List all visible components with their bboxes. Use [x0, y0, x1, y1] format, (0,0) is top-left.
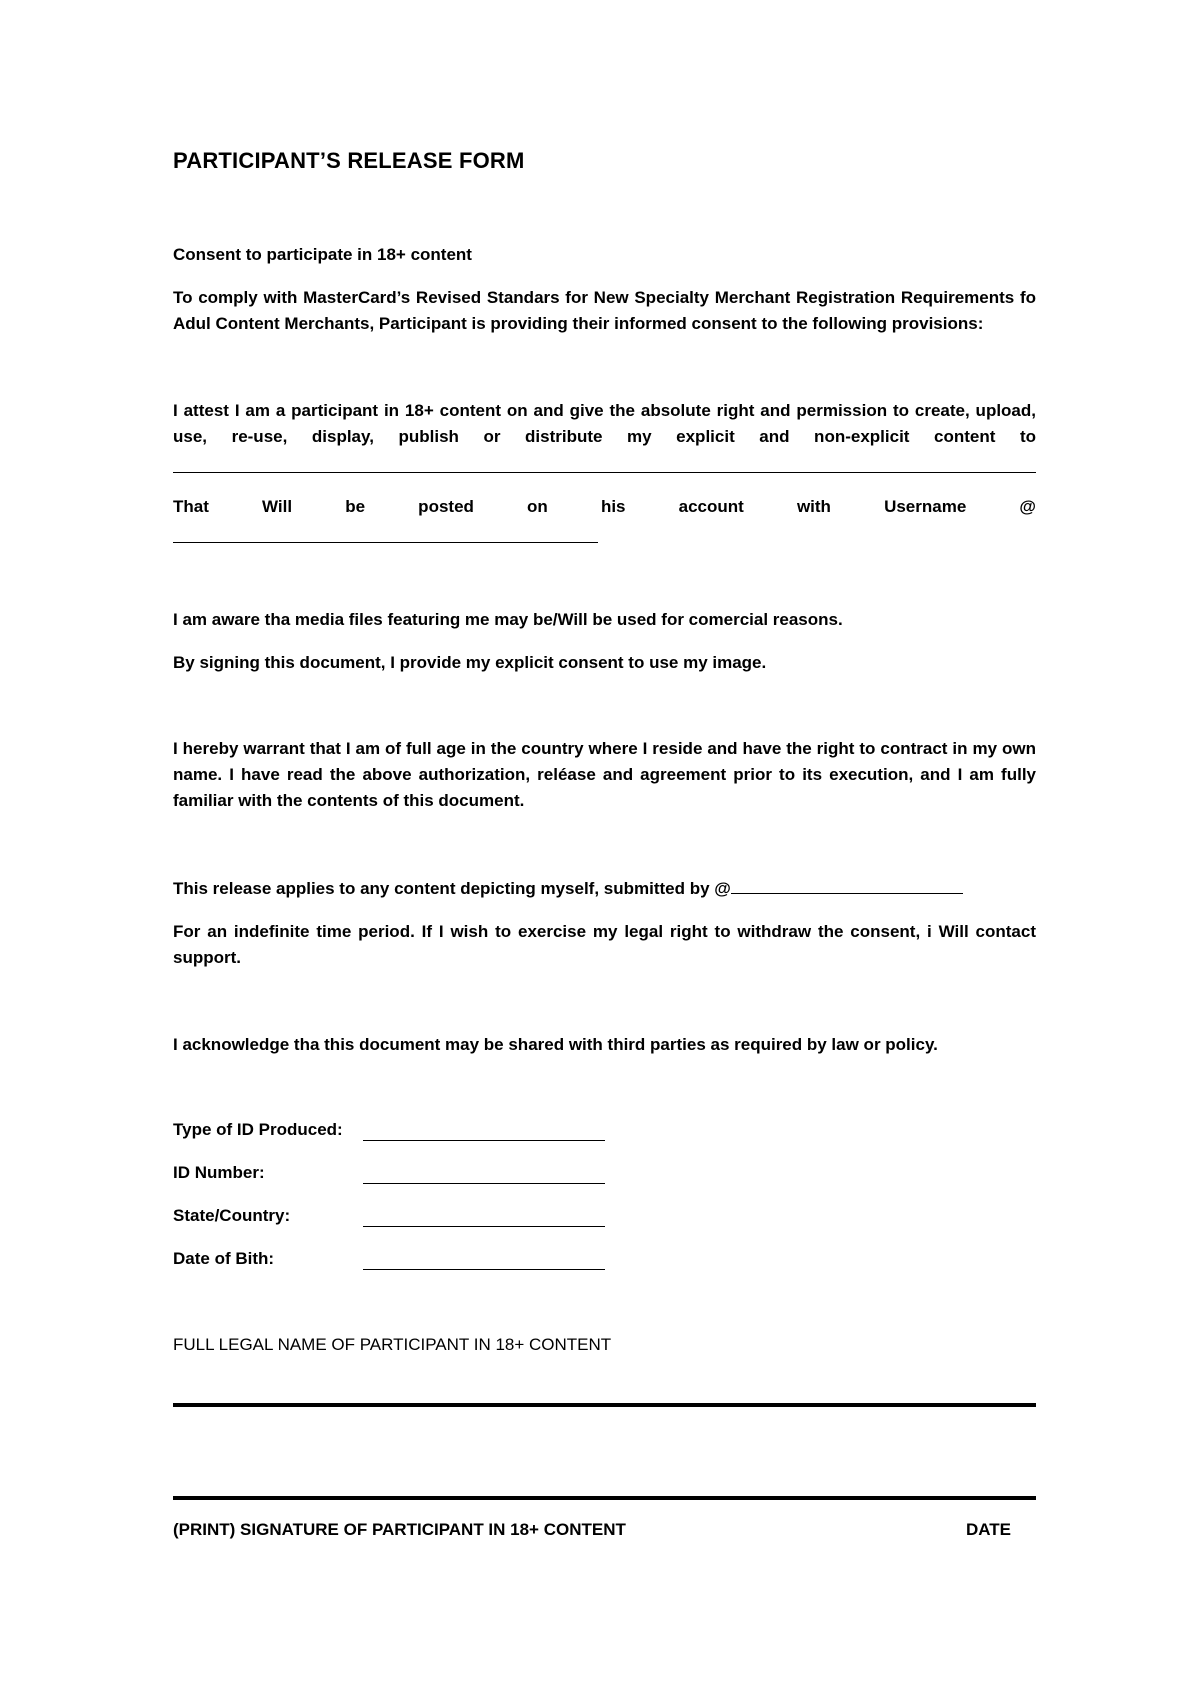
- id-type-label: Type of ID Produced:: [173, 1120, 343, 1139]
- signature-line: [173, 1496, 1036, 1500]
- id-type-blank-line: [363, 1140, 605, 1141]
- full-name-label: FULL LEGAL NAME OF PARTICIPANT IN 18+ CONTENT: [173, 1335, 612, 1354]
- intro-paragraph: To comply with MasterCard’s Revised Standars for New Specialty Merchant Registration Requirements fo Adul Content Merchants, Participant is providing their informed consent to the following provisions:: [173, 288, 1036, 333]
- dob-label: Date of Bith:: [173, 1249, 275, 1268]
- acknowledge-statement: I acknowledge tha this document may be shared with third parties as required by law or policy.: [173, 1035, 938, 1054]
- submitter-blank-line: [731, 875, 963, 894]
- signing-statement: By signing this document, I provide my explicit consent to use my image.: [173, 653, 767, 672]
- page-title: PARTICIPANT’S RELEASE FORM: [173, 148, 525, 173]
- indefinite-paragraph: For an indefinite time period. If I wish to exercise my legal right to withdraw the consent, i Will contact support.: [173, 922, 1036, 967]
- signature-label: (PRINT) SIGNATURE OF PARTICIPANT IN 18+ CONTENT: [173, 1520, 626, 1539]
- warrant-paragraph: I hereby warrant that I am of full age in the country where I reside and have the right to contract in my own name. I have read the above authorization, reléase and agreement prior to its execution, and I am fully familiar with the contents of this document.: [173, 739, 1036, 810]
- posted-username-line: That Will be posted on his account with Username @: [173, 497, 1036, 516]
- date-label: DATE: [966, 1520, 1012, 1539]
- content-destination-blank-line: [173, 472, 1036, 473]
- applies-text: This release applies to any content depicting myself, submitted by @: [173, 879, 731, 898]
- subtitle: Consent to participate in 18+ content: [173, 245, 472, 264]
- dob-blank-line: [363, 1269, 605, 1270]
- aware-statement: I am aware tha media files featuring me may be/Will be used for comercial reasons.: [173, 610, 843, 629]
- full-name-signature-line: [173, 1403, 1036, 1407]
- attest-line-2: use, re-use, display, publish or distribute my explicit and non-explicit content to: [173, 427, 1036, 446]
- id-number-label: ID Number:: [173, 1163, 265, 1182]
- state-country-label: State/Country:: [173, 1206, 291, 1225]
- id-number-blank-line: [363, 1183, 605, 1184]
- attest-line-1: I attest I am a participant in 18+ content on and give the absolute right and permission to create, upload,: [173, 401, 1036, 420]
- username-blank-line: [173, 542, 598, 543]
- state-country-blank-line: [363, 1226, 605, 1227]
- applies-statement: [173, 875, 1036, 902]
